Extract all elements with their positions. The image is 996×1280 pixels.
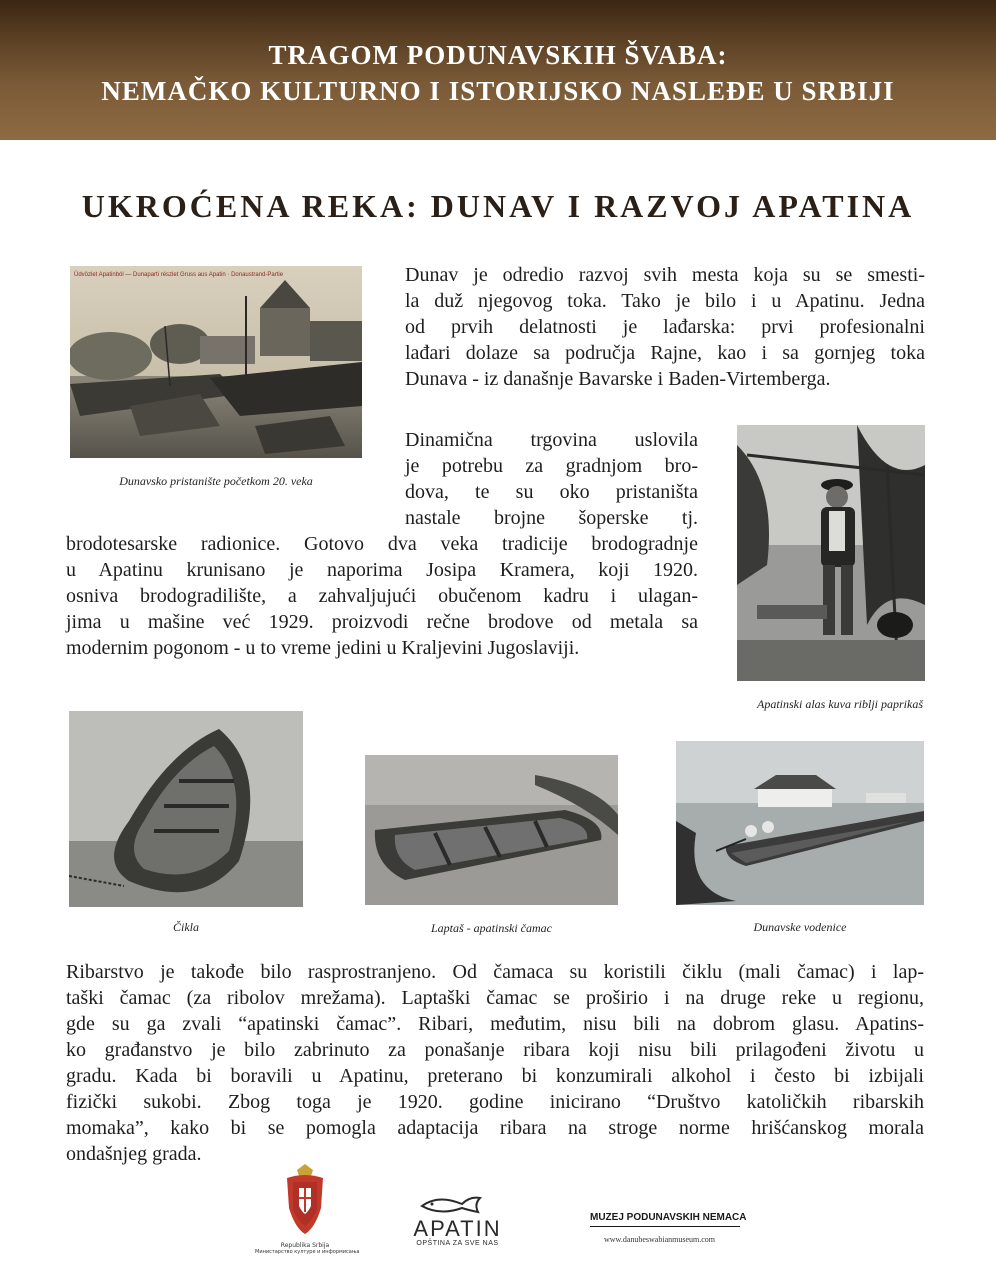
harbor-photo-caption: Dunavsko pristanište početkom 20. veka (119, 474, 313, 488)
paragraph-1-line: lađari dolaze sa područja Rajne, kao i sa gornjeg toka (405, 342, 925, 364)
paragraph-2-line: Dinamična trgovina uslovila (405, 429, 698, 451)
apatin-tagline: OPŠTINA ZA SVE NAS (416, 1240, 499, 1247)
page-title: UKROĆENA REKA: DUNAV I RAZVOJ APATINA (81, 188, 915, 224)
fisherman-photo-caption: Apatinski alas kuva riblji paprikaš (757, 697, 923, 711)
paragraph-3-line: gradu. Kada bi boravili u Apatinu, preterano bi konzumirali alkohol i često bi izbijali (66, 1065, 924, 1087)
paragraph-2-line: u Apatinu krunisano je naporima Josipa Kramera, koji 1920. (66, 559, 698, 581)
cikla-photo (69, 711, 303, 907)
header-banner (0, 0, 996, 140)
fisherman-image (737, 425, 925, 681)
serbia-coat-of-arms-icon (285, 1164, 325, 1238)
paragraph-2-line: dova, te su oko pristaništa (405, 481, 698, 503)
laptas-caption: Laptaš - apatinski čamac (431, 921, 552, 935)
vodenice-photo (676, 741, 924, 905)
paragraph-1-line: la duž njegovog toka. Tako je bilo i u Apatinu. Jedna (405, 290, 925, 312)
paragraph-1-line: Dunav je odredio razvoj svih mesta koja su se smesti- (405, 264, 925, 286)
laptas-photo (365, 755, 618, 905)
ministry-line-2: Министарство културе и информисања (255, 1249, 360, 1255)
museum-divider (590, 1226, 740, 1227)
paragraph-3-line: gde su ga zvali “apatinski čamac”. Ribari, međutim, nisu bili na dobrom glasu. Apatins- (66, 1013, 924, 1035)
paragraph-2-top (405, 427, 698, 531)
paragraph-2-bottom (66, 531, 698, 661)
museum-name: MUZEJ PODUNAVSKIH NEMACA (590, 1212, 747, 1223)
paragraph-3-line: fizički sukobi. Zbog toga je 1920. godine inicirano “Društvo katoličkih ribarskih (66, 1091, 924, 1113)
paragraph-2-line: nastale brojne šoperske tj. (405, 507, 698, 529)
museum-logo (590, 1212, 745, 1252)
laptas-image (365, 755, 618, 905)
paragraph-3 (66, 959, 924, 1167)
harbor-postcard-photo (70, 266, 362, 458)
apatin-logo (405, 1192, 510, 1252)
paragraph-2-line: je potrebu za gradnjom bro- (405, 455, 698, 477)
ministry-line-1: Republika Srbija (280, 1242, 330, 1249)
paragraph-1-line: Dunava - iz današnje Bavarske i Baden-Virtemberga. (405, 368, 831, 390)
ministry-logo (255, 1164, 360, 1264)
paragraph-3-line: taški čamac (za ribolov mrežama). Laptaški čamac se proširio i na druge reke u regionu, (66, 987, 924, 1009)
fisherman-photo (737, 425, 925, 681)
paragraph-3-line: ko građanstvo je bilo zabrinuto za ponašanje ribara koji nisu bili prilagođeni životu u (66, 1039, 924, 1061)
paragraph-3-line: momaka”, kako bi se pomogla adaptacija ribara na stroge norme hrišćanskog morala (66, 1117, 924, 1139)
cikla-image (69, 711, 303, 907)
fish-logo-icon (418, 1192, 498, 1218)
vodenice-caption: Dunavske vodenice (753, 920, 847, 934)
banner-line-1: TRAGOM PODUNAVSKIH ŠVABA: (268, 40, 728, 70)
paragraph-2-line: modernim pogonom - u to vreme jedini u Kraljevini Jugoslaviji. (66, 637, 580, 659)
vodenice-image (676, 741, 924, 905)
cikla-caption: Čikla (173, 920, 199, 934)
paragraph-1-line: od prvih delatnosti je lađarska: prvi profesionalni (405, 316, 925, 338)
apatin-name: APATIN (413, 1216, 502, 1241)
banner-line-2: NEMAČKO KULTURNO I ISTORIJSKO NASLEĐE U SRBIJI (101, 76, 895, 106)
paragraph-2-line: jima u mašine već 1929. proizvodi rečne brodove od metala sa (66, 611, 698, 633)
paragraph-1 (405, 262, 925, 392)
museum-url[interactable]: www.danubeswabianmuseum.com (604, 1235, 716, 1244)
paragraph-3-line: Ribarstvo je takođe bilo rasprostranjeno. Od čamaca su koristili čiklu (mali čamac) i lap- (66, 961, 924, 983)
postcard-overlay-text: Üdvözlet Apatinból — Dunaparti részlet Gruss aus Apatin · Donaustrand-Partie (74, 272, 284, 278)
harbor-postcard-image (70, 266, 362, 458)
paragraph-3-line: ondašnjeg grada. (66, 1143, 202, 1165)
paragraph-2-line: osniva brodogradilište, a zahvaljujući obučenom kadru i ulagan- (66, 585, 698, 607)
paragraph-2-line: brodotesarske radionice. Gotovo dva veka tradicije brodogradnje (66, 533, 698, 555)
